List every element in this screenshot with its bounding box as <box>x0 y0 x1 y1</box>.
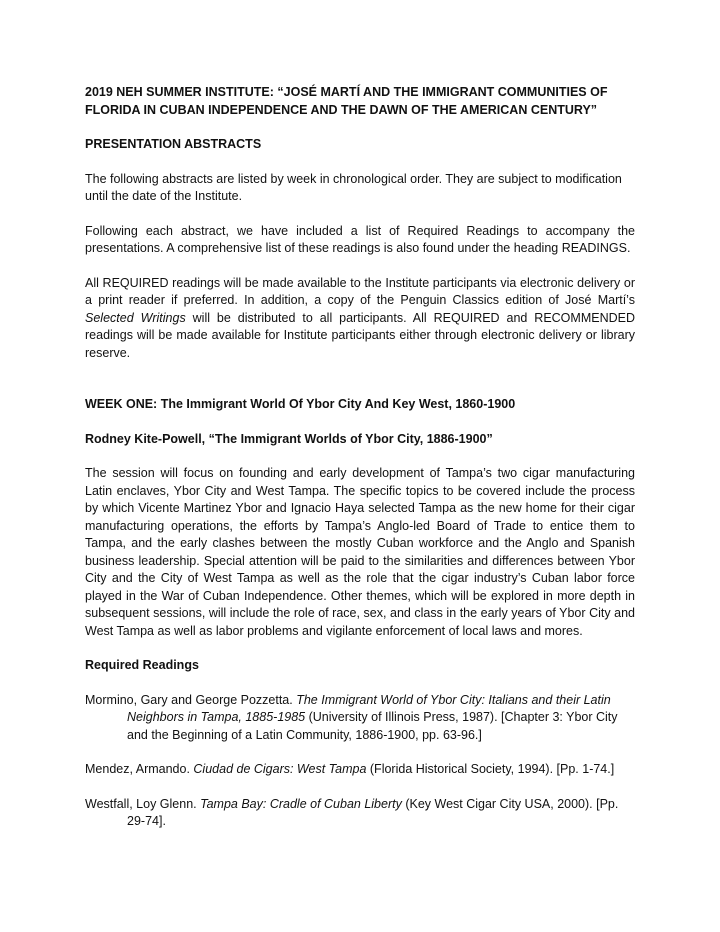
reading-title: The Immigrant World of Ybor City: Italians and their Latin Neighbors in Tampa, 1885-1985 <box>127 692 611 724</box>
readings-heading: Required Readings <box>85 658 199 672</box>
availability-paragraph <box>85 275 635 363</box>
reading-item <box>85 692 635 745</box>
document-page <box>85 84 635 831</box>
reading-details: (Florida Historical Society, 1994). [Pp. 1-74.] <box>366 762 615 776</box>
readings-list <box>85 692 635 831</box>
reading-details: (University of Illinois Press, 1987). [Chapter 3: Ybor City and the Beginning of a Latin Community, 1886-1900, pp. 63-96.] <box>127 710 618 742</box>
session-heading: Rodney Kite-Powell, “The Immigrant Worlds of Ybor City, 1886-1900” <box>85 431 493 446</box>
intro-paragraph: The following abstracts are listed by week in chronological order. They are subject to modification until the date of the Institute. <box>85 171 622 203</box>
reading-author: Mendez, Armando. <box>85 762 194 776</box>
reading-item <box>85 796 635 831</box>
reading-details: (Key West Cigar City USA, 2000). [Pp. 29-74]. <box>127 796 619 828</box>
week-heading: WEEK ONE: The Immigrant World Of Ybor City And Key West, 1860-1900 <box>85 397 516 411</box>
availability-text: All REQUIRED readings will be made available to the Institute participants via electronic delivery or a print reader if preferred. In addition, a copy of the Penguin Classics edition of José Martí’s <box>85 275 635 307</box>
session-abstract: The session will focus on founding and early development of Tampa’s two cigar manufacturing Latin enclaves, Ybor City and West Tampa. The specific topics to be covered include the process by which Vicente Martinez Ybor and Ignacio Haya selected Tampa as the new home for their cigar manufacturing operations, the efforts by Tampa’s Anglo-led Board of Trade to entice them to Tampa, and the early clashes between the mostly Cuban workforce and the Anglo and Spanish business leadership. Special attention will be paid to the similarities and differences between Ybor City and the City of West Tampa as well as the role that the cigar industry’s Cuban labor force played in the War of Cuban Independence. Other themes, which will be explored in more depth in subsequent sessions, will include the role of race, sex, and class in the early years of Ybor City and West Tampa as well as labor problems and vigilante enforcement of local laws and mores. <box>85 466 635 638</box>
intro-paragraph: Following each abstract, we have included a list of Required Readings to accompany the presentations. A comprehensive list of these readings is also found under the heading READINGS. <box>85 223 635 255</box>
availability-title: Selected Writings <box>85 310 186 325</box>
availability-text: will be distributed to all participants. All REQUIRED and RECOMMENDED readings will be made available for Institute participants either through electronic delivery or library reserve. <box>85 310 635 360</box>
reading-title: Tampa Bay: Cradle of Cuban Liberty <box>200 796 402 811</box>
document-title: 2019 NEH SUMMER INSTITUTE: “JOSÉ MARTÍ AND THE IMMIGRANT COMMUNITIES OF FLORIDA IN CUBAN INDEPENDENCE AND THE DAWN OF THE AMERICAN CENTURY” <box>85 85 608 117</box>
reading-author: Westfall, Loy Glenn. <box>85 796 201 811</box>
reading-author: Mormino, Gary and George Pozzetta. <box>85 692 297 707</box>
reading-title: Ciudad de Cigars: West Tampa <box>193 762 367 776</box>
section-heading: PRESENTATION ABSTRACTS <box>85 137 262 151</box>
reading-item <box>85 761 635 779</box>
